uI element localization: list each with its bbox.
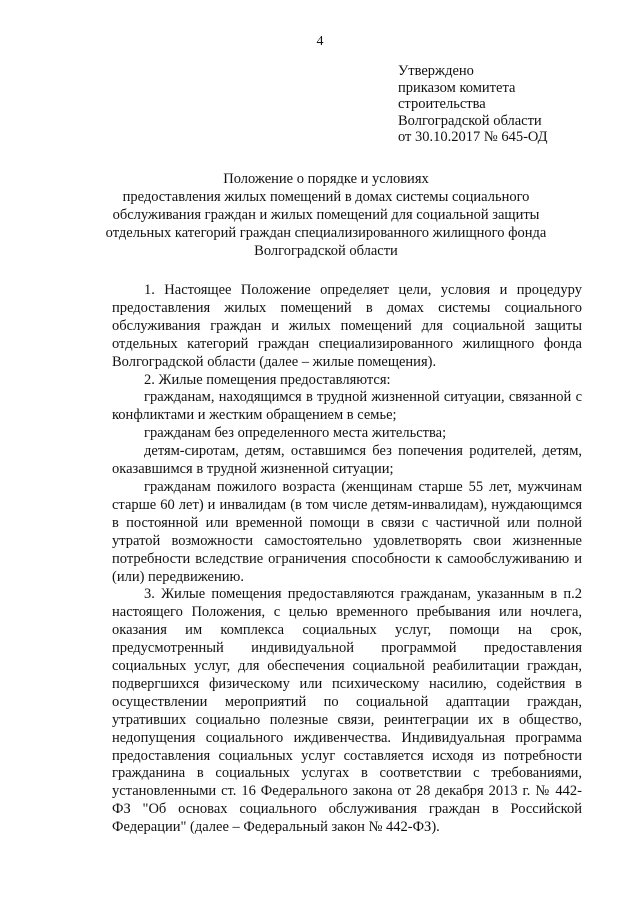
title-line: отдельных категорий граждан специализированного жилищного фонда xyxy=(105,225,547,241)
list-item-elderly: гражданам пожилого возраста (женщинам старше 55 лет, мужчинам старше 60 лет) и инвалидам (в том числе детям-инвалидам), нуждающимся в постоянной или временной помощи в связи с частичной или полной утратой возможности самостоятельно удовлетворять свои жизненные потребности вследствие ограничения способности к самообслуживанию и (или) передвижению. xyxy=(112,478,582,585)
page-number: 4 xyxy=(316,34,324,49)
approval-line: Волгоградской области xyxy=(398,112,542,129)
approval-line: Утверждено xyxy=(398,63,474,79)
paragraph-3: 3. Жилые помещения предоставляются гражданам, указанным в п.2 настоящего Положения, с целью временного пребывания или ночлега, оказания им комплекса социальных услуг, помощи на срок, предусмотренный индивидуальной программой предоставления социальных услуг, для обеспечения социальной реабилитации граждан, подвергшихся физическому или психическому насилию, содействия в осуществлении мероприятий по социальной адаптации граждан, утративших социально полезные связи, реинтеграции их в общество, недопущения социального иждивенчества. Индивидуальная программа предоставления социальных услуг составляется исходя из потребности гражданина в социальных услугах в соответствии с требованиями, установленными ст. 16 Федерального закона от 28 декабря 2013 г. № 442-ФЗ "Об основах социального обслуживания граждан в Российской Федерации" (далее – Федеральный закон № 442-ФЗ). xyxy=(112,586,582,836)
approval-line: приказом комитета xyxy=(398,79,516,96)
title-line: предоставления жилых помещений в домах системы социального xyxy=(122,189,530,205)
document-title xyxy=(70,170,582,260)
approval-line: от 30.10.2017 № 645-ОД xyxy=(398,129,548,145)
title-line: Волгоградской области xyxy=(254,243,398,259)
title-line: Положение о порядке и условиях xyxy=(223,171,429,187)
list-item-homeless: гражданам без определенного места жительства; xyxy=(144,425,447,442)
list-item-conflict: гражданам, находящимся в трудной жизненной ситуации, связанной с конфликтами и жестким обращением в семье; xyxy=(112,389,582,424)
title-line: обслуживания граждан и жилых помещений для социальной защиты xyxy=(112,207,540,223)
paragraph-1: 1. Настоящее Положение определяет цели, условия и процедуру предоставления жилых помещений в домах системы социального обслуживания граждан и жилых помещений для социальной защиты отдельных категорий граждан специализированного жилищного фонда Волгоградской области (далее – жилые помещения). xyxy=(112,282,582,370)
paragraph-2: 2. Жилые помещения предоставляются: xyxy=(144,371,391,388)
approval-stamp xyxy=(398,63,548,146)
list-item-orphans: детям-сиротам, детям, оставшимся без попечения родителей, детям, оказавшимся в трудной жизненной ситуации; xyxy=(112,443,582,478)
document-body xyxy=(112,282,582,837)
approval-line: строительства xyxy=(398,96,486,112)
